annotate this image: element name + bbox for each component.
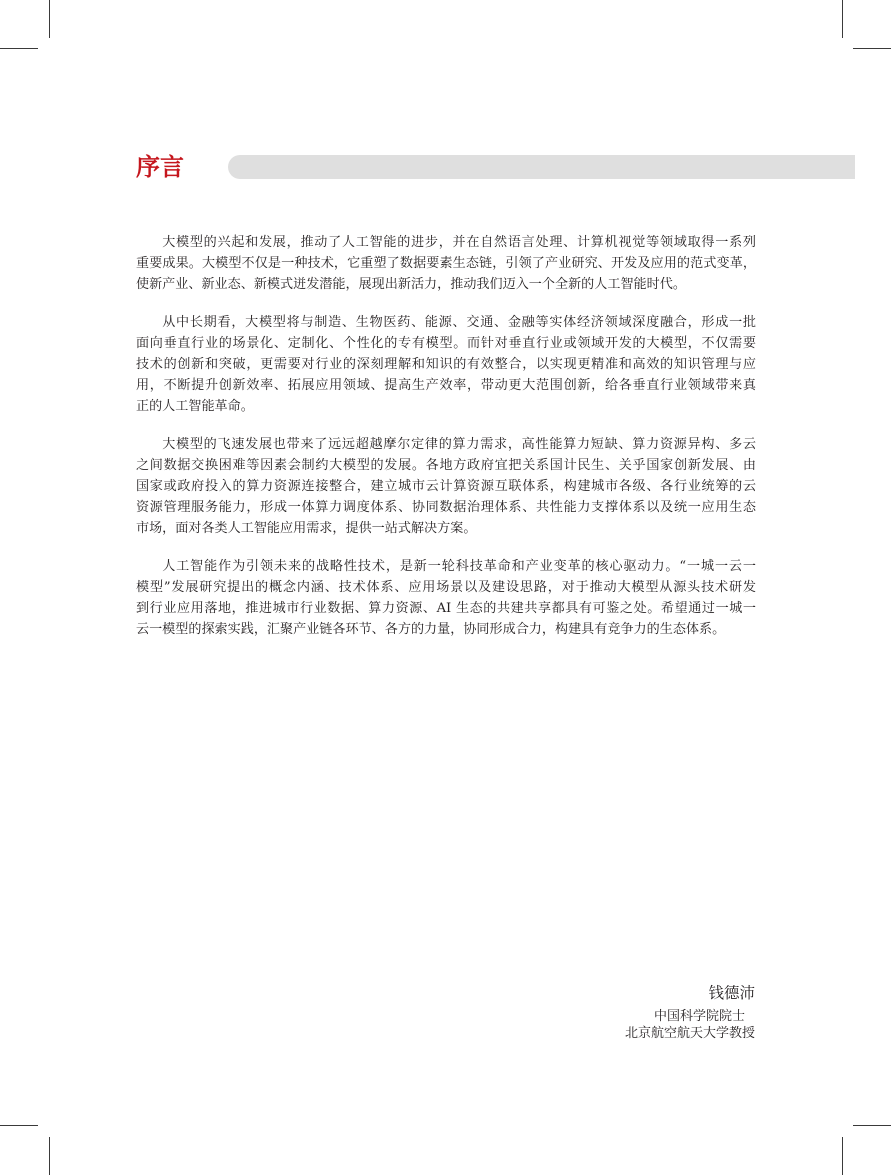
text-line: 之间数据交换困难等因素会制约大模型的发展。各地方政府宜把关系国计民生、关乎国家创新发展、由 <box>136 458 756 473</box>
preface-paragraph <box>136 556 756 640</box>
preface-paragraph <box>136 434 756 539</box>
preface-body <box>136 232 756 657</box>
crop-mark-top-left-vertical <box>49 0 50 38</box>
text-line: 从中长期看，大模型将与制造、生物医药、能源、交通、金融等实体经济领域深度融合，形成一批 <box>162 315 756 330</box>
text-line: 面向垂直行业的场景化、定制化、个性化的专有模型。而针对垂直行业或领域开发的大模型，不仅需要 <box>136 336 756 351</box>
crop-mark-top-left-horizontal <box>0 48 38 49</box>
text-line: 技术的创新和突破，更需要对行业的深刻理解和知识的有效整合，以实现更精准和高效的知识管理与应 <box>136 357 756 372</box>
signature-name: 钱德沛 <box>708 984 755 1002</box>
crop-mark-bottom-left-horizontal <box>0 1125 38 1126</box>
text-line: 大模型的兴起和发展，推动了人工智能的进步，并在自然语言处理、计算机视觉等领域取得一系列 <box>162 235 756 250</box>
text-line: 市场，面对各类人工智能应用需求，提供一站式解决方案。 <box>136 521 477 536</box>
text-line: 云一模型的探索实践，汇聚产业链各环节、各方的力量，协同形成合力，构建具有竞争力的生态体系。 <box>136 622 726 637</box>
crop-mark-top-right-vertical <box>842 0 843 38</box>
crop-mark-bottom-left-vertical <box>49 1137 50 1175</box>
preface-paragraph <box>136 312 756 417</box>
text-line: 用，不断提升创新效率、拓展应用领域、提高生产效率，带动更大范围创新，给各垂直行业领域带来真 <box>136 378 756 393</box>
signature-title: 北京航空航天大学教授 <box>624 1026 755 1041</box>
text-line: 人工智能作为引领未来的战略性技术，是新一轮科技革命和产业变革的核心驱动力。“一城一云一 <box>162 559 756 574</box>
text-line: 重要成果。大模型不仅是一种技术，它重塑了数据要素生态链，引领了产业研究、开发及应用的范式变革， <box>136 256 756 271</box>
crop-mark-top-right-horizontal <box>853 48 891 49</box>
signature-title: 中国科学院院士 <box>653 1009 745 1024</box>
text-line: 到行业应用落地，推进城市行业数据、算力资源、AI 生态的共建共享都具有可鉴之处。希望通过一城一 <box>136 601 756 616</box>
text-line: 模型”发展研究提出的概念内涵、技术体系、应用场景以及建设思路，对于推动大模型从源头技术研发 <box>136 580 756 595</box>
crop-mark-bottom-right-vertical <box>842 1137 843 1175</box>
preface-paragraph <box>136 232 756 295</box>
text-line: 资源管理服务能力，形成一体算力调度体系、协同数据治理体系、共性能力支撑体系以及统一应用生态 <box>136 500 756 515</box>
section-title: 序言 <box>136 153 184 181</box>
text-line: 大模型的飞速发展也带来了远远超越摩尔定律的算力需求，高性能算力短缺、算力资源异构、多云 <box>162 437 756 452</box>
text-line: 正的人工智能革命。 <box>136 399 254 414</box>
text-line: 使新产业、新业态、新模式迸发潜能，展现出新活力，推动我们迈入一个全新的人工智能时代。 <box>136 277 686 292</box>
crop-mark-bottom-right-horizontal <box>853 1125 891 1126</box>
text-line: 国家或政府投入的算力资源连接整合，建立城市云计算资源互联体系，构建城市各级、各行业统筹的云 <box>136 479 756 494</box>
section-title-bar <box>228 155 855 179</box>
